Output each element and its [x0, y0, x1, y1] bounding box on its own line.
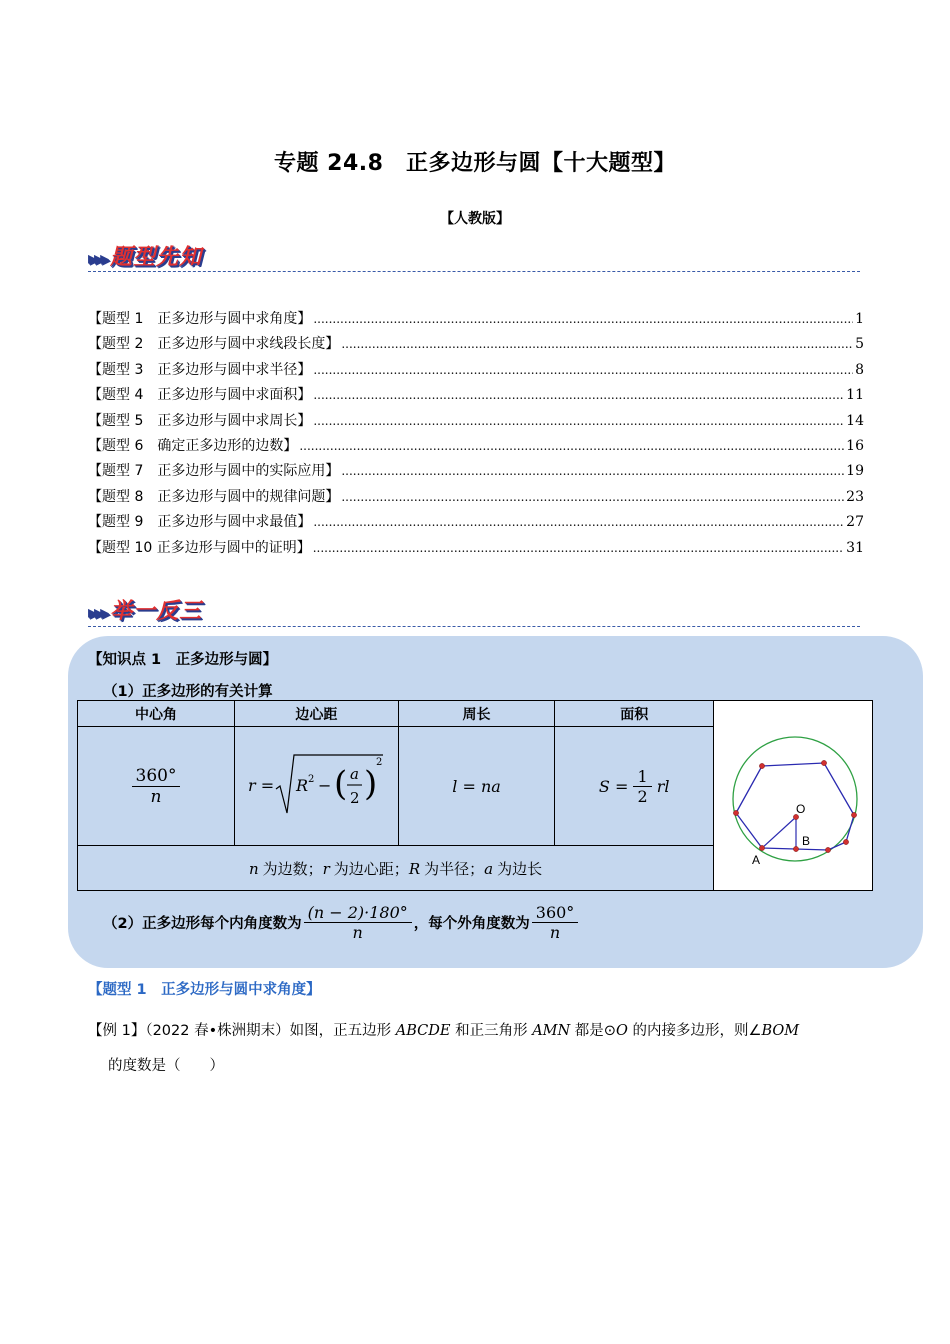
toc-leader-dots [341, 490, 844, 504]
toc-entry[interactable] [88, 460, 864, 485]
note-part: 为边心距； [333, 859, 409, 878]
example-part: ABCDE [395, 1023, 451, 1039]
toc-leader-dots [341, 337, 853, 351]
apothem-R: R [296, 776, 309, 795]
toc-leader-dots [313, 515, 844, 529]
interior-denominator: n [352, 923, 363, 942]
banner-text: 题型先知 [110, 245, 203, 270]
note-part: n [248, 859, 259, 878]
table-of-contents [88, 308, 864, 562]
vertex-point [733, 810, 738, 815]
toc-entry[interactable] [88, 511, 864, 536]
knowledge-sub1: （1）正多边形的有关计算 [103, 684, 273, 700]
example-part: 【例 1】（2022 春•株洲期末）如图，正五边形 [88, 1023, 396, 1039]
toc-entry-label: 【题型 6 确定正多边形的边数】 [88, 437, 298, 454]
cell-area [555, 727, 714, 846]
apothem-a: a [350, 765, 360, 783]
toc-entry[interactable] [88, 486, 864, 511]
vertex-point [821, 760, 826, 765]
header-perimeter: 周长 [398, 701, 555, 727]
toc-entry-page: 23 [846, 488, 864, 505]
apothem-minus: − [318, 776, 332, 795]
knowledge-sub2 [103, 903, 578, 942]
knowledge-heading: 【知识点 1 正多边形与圆】 [88, 652, 278, 668]
toc-entry-page: 14 [846, 412, 864, 429]
toc-entry-label: 【题型 4 正多边形与圆中求面积】 [88, 387, 312, 404]
vertex-point [759, 845, 764, 850]
example-1 [88, 1014, 868, 1084]
example-line-2: 的度数是（ ） [108, 1058, 224, 1074]
toc-entry-label: 【题型 5 正多边形与圆中求周长】 [88, 412, 312, 429]
note-part: 为边长 [497, 859, 543, 878]
note-part: 为边数； [262, 859, 323, 878]
toc-entry-label: 【题型 10 正多边形与圆中的证明】 [88, 539, 311, 556]
toc-entry-page: 5 [855, 336, 864, 353]
header-central-angle: 中心角 [78, 701, 235, 727]
perimeter-formula: l = na [452, 776, 501, 796]
toc-entry[interactable] [88, 359, 864, 384]
banner-question-types [88, 240, 202, 271]
toc-entry-page: 19 [846, 463, 864, 480]
note-part: R [408, 859, 421, 878]
inscribed-polygon [736, 763, 854, 850]
sub2-prefix: （2）正多边形每个内角度数为 [103, 916, 302, 932]
central-angle-denominator: n [150, 786, 162, 807]
toc-leader-dots [299, 439, 844, 453]
figure-cell [714, 701, 873, 891]
banner-arrows-icon: ▸▸▸ [88, 248, 107, 269]
note-part: r [322, 859, 330, 878]
toc-entry-page: 27 [846, 514, 864, 531]
circumcircle [733, 737, 857, 861]
toc-entry-page: 8 [855, 361, 864, 378]
toc-entry[interactable] [88, 333, 864, 358]
right-paren-icon: ) [364, 764, 378, 804]
example-part: 的内接多边形，则∠ [627, 1023, 762, 1039]
toc-entry-page: 1 [855, 311, 864, 327]
toc-leader-dots [341, 464, 844, 478]
exterior-numerator: 360° [532, 903, 579, 923]
example-part: AMN [532, 1023, 571, 1039]
apothem-outer-exp: 2 [376, 757, 383, 768]
note-part: a [484, 859, 494, 878]
formula-table [77, 700, 873, 891]
toc-entry-label: 【题型 2 正多边形与圆中求线段长度】 [88, 336, 340, 353]
note-part: 为半径； [424, 859, 485, 878]
toc-entry-page: 31 [846, 539, 864, 556]
central-angle-numerator: 360° [132, 766, 181, 787]
apothem-lhs: r = [248, 776, 275, 795]
label-A: A [752, 852, 761, 867]
toc-leader-dots [313, 541, 844, 555]
sub2-mid: ，每个外角度数为 [413, 916, 530, 932]
toc-entry-label: 【题型 8 正多边形与圆中的规律问题】 [88, 488, 340, 505]
left-paren-icon: ( [334, 764, 348, 804]
example-part: 和正三角形 [450, 1023, 533, 1039]
area-numerator: 1 [633, 767, 651, 787]
banner-text: 举一反三 [110, 599, 203, 624]
toc-leader-dots [313, 388, 844, 402]
toc-entry-label: 【题型 7 正多边形与圆中的实际应用】 [88, 463, 340, 480]
area-denominator: 2 [637, 786, 648, 806]
example-line-1 [88, 1014, 868, 1049]
edition-label: 【人教版】 [440, 211, 510, 227]
toc-entry-page: 11 [846, 387, 864, 404]
cell-central-angle [78, 727, 235, 846]
header-area: 面积 [555, 701, 714, 727]
interior-numerator: (n − 2)·180° [304, 903, 412, 923]
cell-apothem [234, 727, 398, 846]
polygon-circle-figure [718, 714, 868, 874]
vertex-point [825, 847, 830, 852]
area-rhs: rl [656, 776, 670, 796]
vertex-point [759, 763, 764, 768]
banner-arrows-icon: ▸▸▸ [88, 602, 107, 623]
apothem-two: 2 [350, 789, 360, 807]
toc-leader-dots [313, 414, 844, 428]
example-part: 都是⊙ [570, 1023, 616, 1039]
toc-entry[interactable] [88, 308, 864, 333]
page-title: 专题 24.8 正多边形与圆【十大题型】 [274, 151, 676, 176]
banner-examples [88, 594, 202, 625]
apothem-formula [246, 749, 386, 819]
exterior-denominator: n [549, 923, 561, 942]
toc-entry-page: 16 [846, 437, 864, 454]
header-apothem: 边心距 [234, 701, 398, 727]
radius-OA [762, 817, 796, 848]
cell-perimeter [398, 727, 555, 846]
toc-entry[interactable] [88, 537, 864, 562]
label-B: B [802, 833, 811, 848]
toc-entry[interactable] [88, 435, 864, 460]
example-part: O [615, 1023, 628, 1039]
label-O: O [796, 801, 806, 816]
variable-note [78, 846, 714, 891]
vertex-point [843, 839, 848, 844]
toc-leader-dots [313, 363, 853, 377]
toc-entry-label: 【题型 1 正多边形与圆中求角度】 [88, 311, 312, 327]
example-part: BOM [761, 1023, 800, 1039]
type1-heading: 【题型 1 正多边形与圆中求角度】 [88, 982, 321, 998]
apothem-R-exp: 2 [308, 774, 315, 785]
vertex-point [851, 812, 856, 817]
toc-leader-dots [313, 312, 853, 326]
midpoint-B [793, 846, 798, 851]
toc-entry-label: 【题型 9 正多边形与圆中求最值】 [88, 514, 312, 531]
toc-entry[interactable] [88, 410, 864, 435]
toc-entry-label: 【题型 3 正多边形与圆中求半径】 [88, 361, 312, 378]
divider [88, 271, 860, 272]
toc-entry[interactable] [88, 384, 864, 409]
divider [88, 626, 860, 627]
area-lhs: S = [598, 776, 629, 796]
